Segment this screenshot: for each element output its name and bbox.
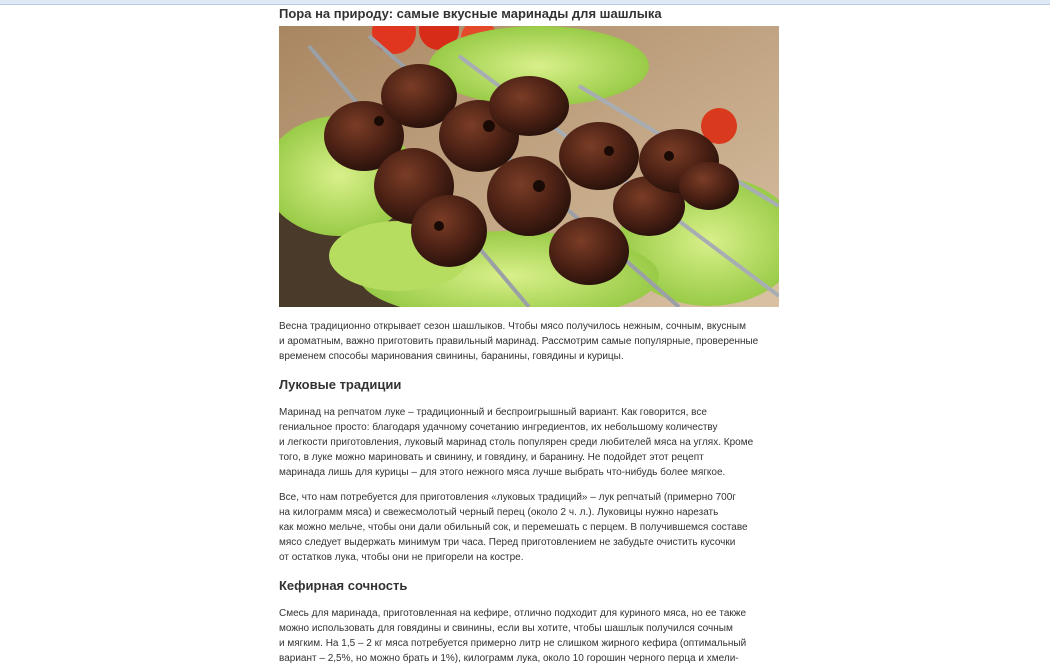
text-line: вариант – 2,5%, но можно брать и 1%), килограмм лука, около 10 горошин черного перца и хмели- [279,653,739,664]
text-line: от остатков лука, чтобы они не пригорели на костре. [279,552,524,563]
text-line: временем способы маринования свинины, баранины, говядины и курицы. [279,351,624,362]
shashlik-photo-illustration [279,26,779,307]
text-line: как можно мельче, чтобы они дали обильный сок, и перемешать с перцем. В получившемся составе [279,522,748,533]
text-line: того, в луке можно мариновать и свинину, и говядину, и баранину. Не подойдет этот рецепт [279,452,704,463]
text-line: можно использовать для говядины и свинины, если вы хотите, чтобы шашлык получился сочным [279,623,733,634]
text-line: и легкости приготовления, луковый маринад столь популярен среди любителей мяса на углях. Кроме [279,437,754,448]
text-line: мясо следует выдержать минимум три часа. Перед приготовлением не забудьте очистить кусочки [279,537,736,548]
article [279,0,779,666]
intro-paragraph [279,319,779,364]
text-line: Все, что нам потребуется для приготовления «луковых традиций» – лук репчатый (примерно 700г [279,492,736,503]
section-heading-onion: Луковые традиции [279,377,402,392]
section-heading-kefir: Кефирная сочность [279,578,408,593]
kefir-paragraph-1 [279,606,779,666]
article-photo [279,26,779,307]
article-title: Пора на природу: самые вкусные маринады для шашлыка [279,6,662,21]
text-line: Весна традиционно открывает сезон шашлыков. Чтобы мясо получилось нежным, сочным, вкусным [279,321,746,332]
text-line: на килограмм мяса) и свежесмолотый черный перец (около 2 ч. л.). Луковицы нужно нарезать [279,507,719,518]
text-line: и ароматным, важно приготовить правильный маринад. Рассмотрим самые популярные, проверенные [279,336,759,347]
onion-paragraph-1 [279,405,779,480]
text-line: и мягким. На 1,5 – 2 кг мяса потребуется примерно литр не слишком жирного кефира (оптимальный [279,638,747,649]
text-line: маринада лишь для курицы – для этого нежного мяса лучше выбрать что-нибудь более мягкое. [279,467,726,478]
text-line: Смесь для маринада, приготовленная на кефире, отлично подходит для куриного мяса, но ее также [279,608,747,619]
text-line: Маринад на репчатом луке – традиционный и беспроигрышный вариант. Как говорится, все [279,407,707,418]
onion-paragraph-2 [279,490,779,565]
text-line: гениальное просто: благодаря удачному сочетанию ингредиентов, их небольшому количеству [279,422,718,433]
